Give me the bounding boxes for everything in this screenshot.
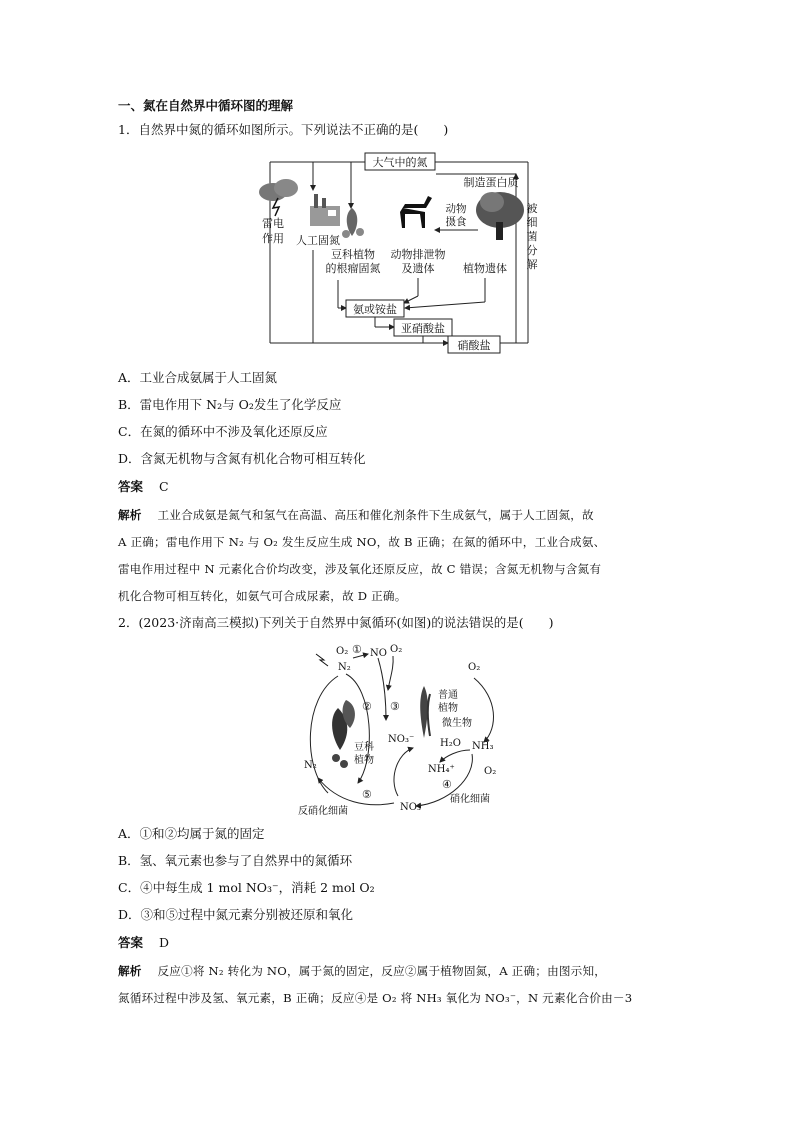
q1-stem: 1．自然界中氮的循环如图所示。下列说法不正确的是( ) [118,122,449,137]
section-title: 一、氮在自然界中循环图的理解 [118,98,294,113]
q1-option-a: A．工业合成氨属于人工固氮 [118,370,278,385]
q1-option-b: B．雷电作用下 N₂与 O₂发生了化学反应 [118,397,342,412]
fig2-circle-3: ③ [390,700,400,713]
fig2-nh4: NH₄⁺ [428,764,455,775]
bacteria-char-4: 分 [526,244,538,257]
bacteria-char-3: 菌 [526,230,538,243]
q2-option-d: D．③和⑤过程中氮元素分别被还原和氧化 [118,907,354,922]
fig2-plant-2: 植物 [438,703,458,714]
fig2-circle-4: ④ [442,778,452,791]
ammonia-label: 氨或铵盐 [353,303,397,316]
q2-option-c: C．④中每生成 1 mol NO₃⁻，消耗 2 mol O₂ [118,880,375,895]
fig2-legume-plant-icon [332,700,355,768]
legume-label-1: 豆科植物 [331,248,375,261]
q1-option-c: C．在氮的循环中不涉及氧化还原反应 [118,424,328,439]
fig2-o2-top: O₂ [390,644,403,655]
q2-explanation-line-1 [118,963,606,979]
fig2-microbe: 微生物 [442,718,472,729]
lightning-label-2: 作用 [262,232,284,245]
fig2-no: NO [370,648,387,659]
nitrite-label: 亚硝酸盐 [401,322,445,335]
animal-eat-label-1: 动物 [445,203,467,215]
q1-explanation-line-3: 雷电作用过程中 N 元素化合价均改变，涉及氧化还原反应，故 C 错误；含氮无机物与含氮有 [118,562,602,576]
fig2-denitrifying: 反硝化细菌 [298,806,348,817]
q1-answer-value: C [159,479,169,494]
q1-explanation-line-2: A 正确；雷电作用下 N₂ 与 O₂ 发生反应生成 NO，故 B 正确；在氮的循环中，工业合成氨、 [118,535,606,549]
q2-answer-label: 答案 [118,935,144,950]
animal-waste-label-2: 及遗体 [401,262,435,275]
fig2-nh3: NH₃ [472,741,494,752]
horse-icon [400,196,432,228]
fig2-plant-icon [420,686,430,738]
fig2-o2-right: O₂ [468,662,481,673]
animal-eat-label-2: 摄食 [445,216,467,228]
animal-waste-label-1: 动物排泄物 [390,248,446,261]
tree-icon [476,192,524,240]
artificial-fixation-label: 人工固氮 [296,234,340,247]
bacteria-char-5: 解 [526,258,538,271]
protein-label: 制造蛋白质 [463,176,519,189]
fig2-n2-top: N₂ [338,662,351,673]
q1-answer-label: 答案 [118,479,144,494]
q2-explanation-text-1: 反应①将 N₂ 转化为 NO，属于氮的固定，反应②属于植物固氮，A 正确；由图示知， [157,964,607,978]
fig2-circle-2: ② [362,700,372,713]
fig2-plant-1: 普通 [438,690,458,701]
lightning-label-1: 雷电 [262,217,284,230]
q1-nitrogen-cycle-figure [248,150,548,355]
fig2-no3-bottom: NO₃⁻ [400,802,427,813]
bacteria-char-1: 被 [526,202,538,215]
plant-remains-label: 植物遗体 [463,262,507,275]
q1-option-d: D．含氮无机物与含氮有机化合物可相互转化 [118,451,366,466]
atmosphere-label: 大气中的氮 [372,156,428,169]
fig2-n2-left: N₂ [304,760,317,771]
lightning-cloud-icon [259,179,298,216]
q2-stem: 2．(2023·济南高三模拟)下列关于自然界中氮循环(如图)的说法错误的是( ) [118,615,554,630]
q1-explanation-line-4: 机化合物可相互转化，如氨气可合成尿素，故 D 正确。 [118,589,407,603]
q2-option-a: A．①和②均属于氮的固定 [118,826,265,841]
fig2-o2-1: O₂ [336,646,349,657]
legume-plant-icon [342,208,364,238]
fig2-legume-2: 植物 [354,755,374,766]
bacteria-char-2: 细 [526,216,538,229]
fig2-circle-5: ⑤ [362,788,372,801]
fig2-o2-low: O₂ [484,766,497,777]
q2-explanation-line-2: 氮循环过程中涉及氢、氧元素，B 正确；反应④是 O₂ 将 NH₃ 氧化为 NO₃⁻，N 元素化合价由－3 [118,991,633,1005]
q1-explanation-text-1: 工业合成氨是氮气和氢气在高温、高压和催化剂条件下生成氨气，属于人工固氮，故 [157,508,594,522]
legume-label-2: 的根瘤固氮 [325,262,381,275]
q1-explanation-label: 解析 [118,508,142,522]
q2-explanation-label: 解析 [118,964,142,978]
fig2-h2o: H₂O [440,738,461,749]
q2-answer-value: D [159,935,170,950]
q2-option-b: B．氢、氧元素也参与了自然界中的氮循环 [118,853,353,868]
q2-answer [118,935,169,951]
fig2-nitrifying: 硝化细菌 [450,794,490,805]
q2-nitrogen-cycle-figure [298,638,508,818]
factory-icon [310,194,340,226]
fig2-no3-mid: NO₃⁻ [388,734,415,745]
q1-answer [118,479,169,495]
fig2-legume-1: 豆科 [354,742,374,753]
fig2-circle-1: ① [352,643,362,656]
q1-explanation-line-1 [118,507,594,523]
nitrate-label: 硝酸盐 [457,339,491,352]
